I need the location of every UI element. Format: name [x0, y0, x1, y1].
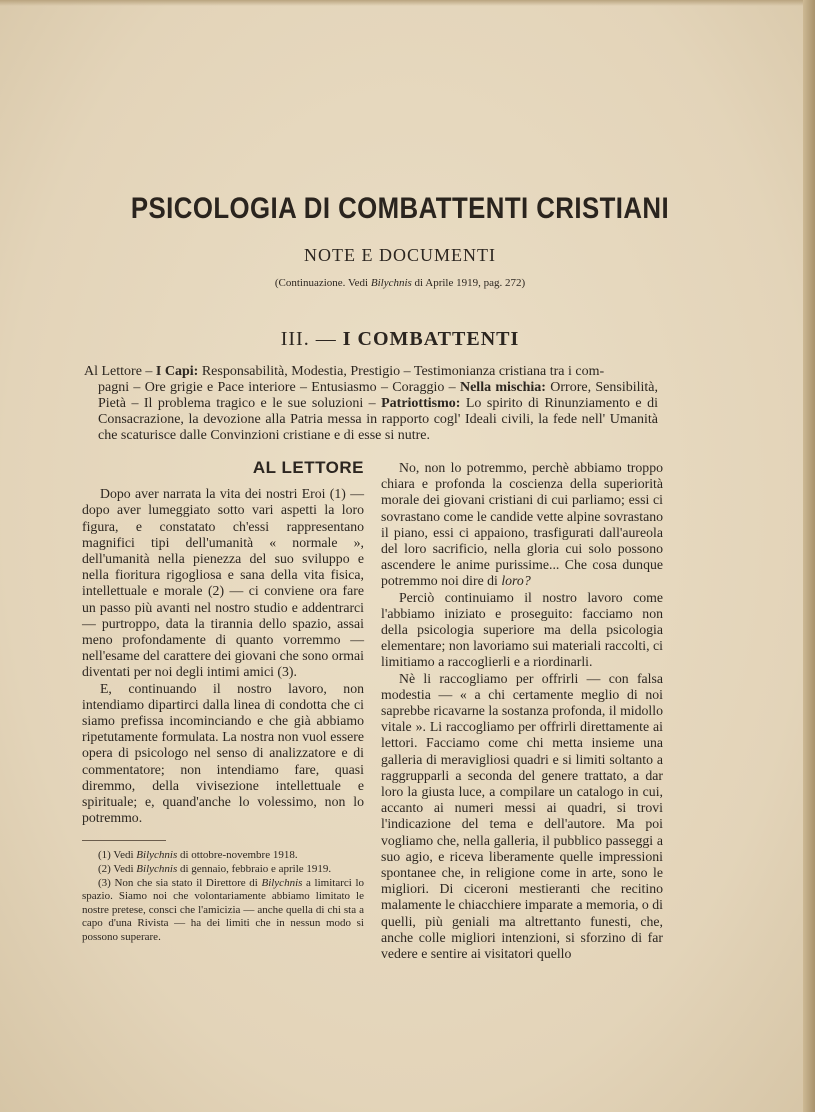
- footnote-2-text-a: (2) Vedi: [98, 863, 137, 876]
- footnote-1-journal: Bilychnis: [136, 849, 178, 862]
- footnote-3-text-b: a limitarci lo spazio. Siamo noi che volontariamente abbiamo limitato le nostre pretese, consci che l'amicizia — anche quella di chi sta a capo d'una Rivista — ha dei limiti che in nessun modo si possono superare.: [82, 876, 365, 944]
- continuation-before: (Continuazione. Vedi: [274, 277, 371, 289]
- summary-part-5: Lo spirito di Rinunziamento e di Consacrazione, la devozione alla Patria messa in rapporto cogl' Ideali civili, la fede nell' Umanità che scaturisce dalle Convinzioni cristiane e di esse si nutre.: [98, 396, 658, 443]
- left-paragraph-2: E, continuando il nostro lavoro, non intendiamo dipartirci dalla linea di condotta che ci siamo prefissa incominciando e che già abbiamo ripetutamente formulata. La nostra non vuol essere opera di psicologo nel senso di analizzatore e di commentatore; non intendiamo fare, quasi diremmo, della vivisezione intellettuale e spirituale; e, quand'anche lo volessimo, non lo potremmo.: [82, 680, 364, 826]
- right-paragraph-1: [381, 460, 663, 590]
- footnote-2-text-b: di gennaio, febbraio e aprile 1919.: [177, 863, 332, 876]
- footnote-1-text-b: di ottobre-novembre 1918.: [177, 849, 298, 862]
- summary-continuation: [84, 380, 658, 444]
- summary-part-2: Responsabilità, Modestia, Prestigio – Testimonianza cristiana tra i com-: [198, 364, 605, 379]
- summary-part-1: Al Lettore –: [84, 364, 156, 379]
- article-subtitle: NOTE E DOCUMENTI: [304, 245, 496, 265]
- left-paragraph-1: Dopo aver narrata la vita dei nostri Eroi (1) — dopo aver lumeggiato sotto vari aspetti la loro figura, e constatato ch'essi rappresentano magnifici tipi dell'umanità « normale », dell'umanità nella pienezza del suo sviluppo e nella fioritura rigogliosa e sana della vita fisica, intellettuale e morale (2) — ci conviene ora fare un passo più avanti nel nostro studio e addentrarci — purtroppo, data la tirannia dello spazio, assai meno profondamente di quanto vorremmo — nell'esame del carattere dei giovani che sono ormai diventati per noi degli intimi amici (3).: [82, 486, 364, 680]
- right-paragraph-3: Nè li raccogliamo per offrirli — con falsa modestia — « a chi certamente meglio di noi saprebbe ricavarne la sostanza profonda, il midollo vitale ». Li raccogliamo per offrirli direttamente ai lettori. Facciamo come chi metta insieme una galleria di meravigliosi quadri e si limiti soltanto a raggrupparli a seconda del genere trattato, a dar loro la giusta luce, a compilare un catalogo in cui, accanto ai numeri messi ai quadri, si trovi l'indicazione del tema e dell'autore. Ma poi vogliamo che, nella galleria, il pubblico passeggi a suo agio, e riceva liberamente quelle impressioni spontanee che, in religione come in arte, sono le migliori. Di ciceroni mestieranti che recitino malamente le chiacchiere imparate a memoria, o di quelli, più geniali ma altrettanto funesti, che, anche colle migliori intenzioni, si sforzino di far vedere e sentire ai visitatori quello: [381, 670, 663, 962]
- section-summary: [84, 364, 658, 444]
- summary-capi: I Capi:: [155, 364, 199, 379]
- footnote-2-journal: Bilychnis: [136, 863, 178, 876]
- continuation-after: di Aprile 1919, pag. 272): [411, 277, 526, 289]
- al-lettore-heading: AL LETTORE: [252, 458, 364, 477]
- continuation-journal: Bilychnis: [370, 277, 412, 289]
- footnote-3: [82, 877, 364, 945]
- footnote-rule: [82, 840, 166, 841]
- summary-mischia: Nella mischia:: [459, 380, 546, 395]
- page-top-edge: [0, 0, 815, 6]
- section-name: I COMBATTENTI: [342, 328, 520, 350]
- section-number: III. —: [280, 328, 337, 350]
- right-paragraph-1-loro: loro?: [501, 573, 531, 589]
- continuation-note: [60, 277, 740, 289]
- footnote-1: [82, 849, 364, 863]
- right-paragraph-2: Perciò continuiamo il nostro lavoro come l'abbiamo iniziato e proseguito: facciamo non della psicologia superiore ma della psicologia elementare; non lavoriamo sui materiali raccolti, ci limitiamo a raccoglierli e a riordinarli.: [381, 589, 663, 670]
- summary-patriottismo: Patriottismo:: [381, 396, 461, 411]
- summary-part-4: Orrore, Sensibilità, Pietà – Il problema tragico e le sue soluzioni –: [98, 380, 658, 411]
- page-right-edge: [803, 0, 815, 1112]
- footnotes: [82, 849, 364, 944]
- summary-part-3: pagni – Ore grigie e Pace interiore – Entusiasmo – Coraggio –: [98, 380, 460, 395]
- footnote-3-journal: Bilychnis: [261, 876, 303, 889]
- right-paragraph-1-text: No, non lo potremmo, perchè abbiamo troppo chiara e profonda la coscienza della superiorità morale dei giovani cristiani di cui parliamo; essi ci sovrastano come le candide vette alpine sovrastano il piano, essi ci appaiono, trasfigurati dall'aureola del loro sacrificio, nella gloria cui solo possono ascendere le anime purissime... Che cosa dunque potremmo noi dire di: [381, 460, 663, 589]
- article-title: PSICOLOGIA DI COMBATTENTI CRISTIANI: [130, 192, 670, 225]
- section-heading: [60, 328, 740, 351]
- footnote-3-text-a: (3) Non che sia stato il Direttore di: [98, 876, 262, 889]
- footnote-1-text-a: (1) Vedi: [98, 849, 137, 862]
- footnote-2: [82, 863, 364, 877]
- left-column: [82, 460, 364, 945]
- right-column: [381, 460, 663, 962]
